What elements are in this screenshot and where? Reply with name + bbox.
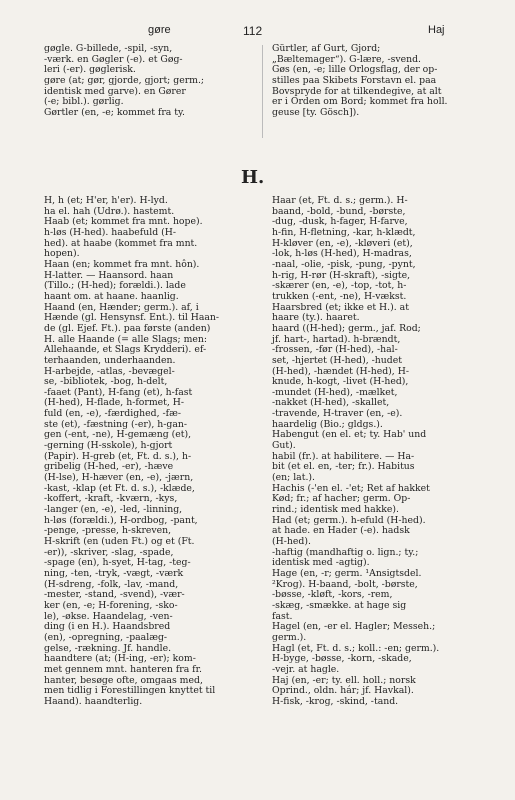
text-line: Bovspryde for at tilkendegive, at alt	[272, 85, 442, 97]
text-line: (en; lat.).	[272, 472, 315, 484]
text-line: „Bæltemager“). G-lære, -svend.	[272, 53, 422, 65]
text-line: H-latter. — Haansord. haan	[44, 269, 174, 281]
text-line: identisk med garve). en Gører	[44, 85, 186, 97]
text-line: (H-hed).	[272, 536, 311, 547]
text-line: ding (i en H.). Haandsbred	[44, 621, 171, 633]
text-line: (en), -opregning, -paalæg-	[44, 631, 168, 643]
text-line: fuld (en, -e), -færdighed, -fæ-	[44, 408, 181, 420]
text-line: -faaet (Pant), H-fang (et), h-fast	[44, 386, 193, 398]
text-line: Haarsbred (et; ikke et H.). at	[272, 301, 409, 313]
text-line: gen (-ent, -ne), H-gemæng (et),	[44, 429, 192, 441]
top-left-column	[44, 44, 271, 119]
text-line: -travende, H-traver (en, -e).	[272, 408, 403, 420]
text-line: -skærer (en, -e), -top, -tot, h-	[272, 280, 407, 292]
text-line: h-løs (H-hed). haabefuld (H-	[44, 226, 176, 238]
text-line: ning, -ten, -tryk, -vægt, -værk	[44, 567, 184, 579]
text-line: H-arbejde, -atlas, -bevægel-	[44, 365, 175, 377]
text-line: -kast, -klap (et Ft. d. s.), -klæde,	[44, 482, 195, 494]
header-left-guideword: gøre	[148, 24, 171, 36]
text-line: habil (fr.). at habilitere. — Ha-	[272, 450, 415, 462]
text-line: Haj (en, -er; ty. ell. holl.; norsk	[272, 674, 416, 686]
text-line: (H-hed), H-flade, h-formet, H-	[44, 397, 185, 409]
text-line: Haand (en, Hænder; germ.). af, i	[44, 301, 199, 313]
text-line: (H-lse), H-hæver (en, -e), -jærn,	[44, 472, 194, 484]
text-line: germ.).	[272, 631, 307, 643]
text-line: -lok, h-løs (H-hed), H-madras,	[272, 248, 412, 260]
column-divider	[262, 45, 263, 138]
text-line: ²Krog). H-baand, -bolt, -børste,	[272, 578, 418, 590]
text-line: ste (et), -fæstning (-er), h-gan-	[44, 418, 188, 430]
text-line: met gennem mnt. hanteren fra fr.	[44, 663, 203, 675]
text-line: gøre (at; gør, gjorde, gjort; germ.;	[44, 74, 205, 86]
text-line: baand, -bold, -bund, -børste,	[272, 205, 406, 217]
text-line: -mester, -stand, -svend), -vær-	[44, 589, 185, 601]
text-line: ker (en, -e; H-forening, -sko-	[44, 599, 178, 611]
text-line: -gerning (H-sskole), h-gjort	[44, 440, 173, 452]
text-line: (Tillo.; (H-hed); forældi.). lade	[44, 280, 186, 292]
page-number: 112	[243, 24, 263, 38]
section-letter: H.	[241, 167, 265, 188]
text-line: -nakket (H-hed), -skallet,	[272, 397, 390, 409]
text-line: -frossen, -før (H-hed), -hal-	[272, 344, 398, 356]
text-line: set, -hjertet (H-hed), -hudet	[272, 354, 402, 366]
text-line: hed). at haabe (kommet fra mnt.	[44, 237, 198, 249]
text-line: le), -økse. Haandelag, -ven-	[44, 610, 173, 622]
text-line: H, h (et; H'er, h'er). H-lyd.	[44, 195, 168, 206]
text-line: stilles paa Skibets Forstavn el. paa	[272, 74, 437, 86]
text-line: -spage (en), h-syet, H-tag, -teg-	[44, 557, 191, 569]
text-line: se, -bibliotek, -bog, h-delt,	[44, 376, 168, 388]
text-line: -værk. en Gøgler (-e). et Gøg-	[44, 53, 183, 65]
text-line: Hænde (gl. Hensynsf. Ent.). til Haan-	[44, 312, 220, 324]
text-line: Hachis (-'en el. -'et; Ret af hakket	[272, 482, 430, 494]
text-line: Haar (et, Ft. d. s.; germ.). H-	[272, 195, 408, 206]
text-line: fast.	[272, 610, 293, 622]
text-line: H-byge, -bøsse, -korn, -skade,	[272, 653, 412, 665]
text-line: Gürtler, af Gurt, Gjord;	[272, 43, 381, 54]
text-line: knude, h-kogt, -livet (H-hed),	[272, 376, 409, 388]
text-line: -haftig (mandhaftig o. lign.; ty.;	[272, 546, 419, 558]
text-line: -dug, -dusk, h-fager, H-farve,	[272, 216, 408, 228]
text-line: bit (et el. en, -ter; fr.). Habitus	[272, 461, 415, 473]
text-line: Gøs (en, -e; lille Orlogsflag, der op-	[272, 64, 438, 76]
text-line: Habengut (en el. et; ty. Hab' und	[272, 429, 427, 441]
text-line: -langer (en, -e), -led, -linning,	[44, 504, 183, 516]
text-line: Hagel (en, -er el. Hagler; Messeh.;	[272, 621, 436, 633]
text-line: Haand). haandterlig.	[44, 695, 143, 707]
text-line: H-kløver (en, -e), -kløveri (et),	[272, 237, 413, 249]
text-line: (H-sdreng, -folk, -lav, -mand,	[44, 578, 179, 590]
text-line: Hagl (et, Ft. d. s.; koll.: -en; germ.).	[272, 642, 440, 654]
text-line: geuse [ty. Gösch]).	[272, 106, 360, 118]
bottom-left-column	[44, 196, 271, 708]
text-line: -mundet (H-hed), -mælket,	[272, 386, 398, 398]
text-line: (Papir). H-greb (et, Ft. d. s.), h-	[44, 450, 192, 462]
text-line: Haan (en; kommet fra mnt. hôn).	[44, 258, 200, 270]
text-line: gribelig (H-hed, -er), -hæve	[44, 461, 174, 473]
text-line: haandtere (at; (H-ing, -er); kom-	[44, 653, 196, 665]
text-line: Hage (en, -r; germ. ¹Ansigtsdel.	[272, 567, 422, 579]
text-line: -skæg, -smække. at hage sig	[272, 599, 407, 611]
text-line: (-e; bibl.). gørlig.	[44, 96, 124, 108]
text-line: Allehaande, et Slags Krydderi). ef-	[44, 344, 207, 356]
text-line: -koffert, -kraft, -kværn, -kys,	[44, 493, 178, 505]
text-line: hopen).	[44, 248, 80, 260]
text-line: Had (et; germ.). h-efuld (H-hed).	[272, 514, 426, 526]
text-line: at hade. en Hader (-e). hadsk	[272, 525, 410, 537]
text-line: h-løs (forældi.), H-ordbog, -pant,	[44, 514, 198, 526]
text-line: Oprind., oldn. hár; jf. Havkal).	[272, 685, 414, 697]
text-line: leri (-er). gøglerisk.	[44, 64, 136, 76]
text-line: haardelig (Bio.; gldgs.).	[272, 418, 383, 430]
text-line: er i Orden om Bord; kommet fra holl.	[272, 96, 448, 108]
text-line: Kød; fr.; af hacher; germ. Op-	[272, 493, 411, 505]
text-line: haard ((H-hed); germ., jaf. Rod;	[272, 322, 421, 334]
text-line: -bøsse, -kløft, -kors, -rem,	[272, 589, 393, 601]
text-line: -er)), -skriver, -slag, -spade,	[44, 546, 174, 558]
text-line: identisk med -agtig).	[272, 557, 370, 569]
text-line: jf. hart-, hartad). h-brændt,	[272, 333, 401, 345]
top-right-column	[272, 44, 499, 119]
text-line: H-skrift (en (uden Ft.) og et (Ft.	[44, 536, 195, 547]
text-line: H. alle Haande (= alle Slags; men:	[44, 333, 208, 345]
text-line: trukken (-ent, -ne), H-vækst.	[272, 290, 407, 302]
text-line: terhaanden, underhaanden.	[44, 354, 176, 366]
text-line: ha el. hah (Udrø.). hastemt.	[44, 205, 175, 217]
text-line: gøgle. G-billede, -spil, -syn,	[44, 43, 173, 54]
text-line: haant om. at haane. haanlig.	[44, 290, 179, 302]
text-line: rind.; identisk med hakke).	[272, 504, 399, 516]
bottom-right-column	[272, 196, 499, 708]
text-line: hanter, besøge ofte, omgaas med,	[44, 674, 203, 686]
text-line: haare (ty.). haaret.	[272, 312, 360, 324]
text-line: -vejr. at hagle.	[272, 663, 340, 675]
text-line: men tidlig i Forestillingen knyttet til	[44, 685, 216, 697]
text-line: H-fisk, -krog, -skind, -tand.	[272, 695, 399, 707]
text-line: Gut).	[272, 440, 296, 452]
text-line: (H-hed), -hændet (H-hed), H-	[272, 365, 409, 377]
header-right-guideword: Haj	[428, 24, 445, 36]
text-line: Gørtler (en, -e; kommet fra ty.	[44, 106, 185, 118]
text-line: Haab (et; kommet fra mnt. hope).	[44, 216, 203, 228]
text-line: h-rig, H-rør (H-skraft), -sigte,	[272, 269, 411, 281]
text-line: -penge, -presse, h-skreven,	[44, 525, 172, 537]
text-line: -naal, -olie, -pisk, -pung, -pynt,	[272, 258, 416, 270]
page-header	[0, 24, 515, 40]
text-line: de (gl. Ejef. Ft.). paa første (anden)	[44, 322, 211, 334]
text-line: gelse, -rækning. Jf. handle.	[44, 642, 172, 654]
text-line: h-fin, H-fletning, -kar, h-klædt,	[272, 226, 416, 238]
